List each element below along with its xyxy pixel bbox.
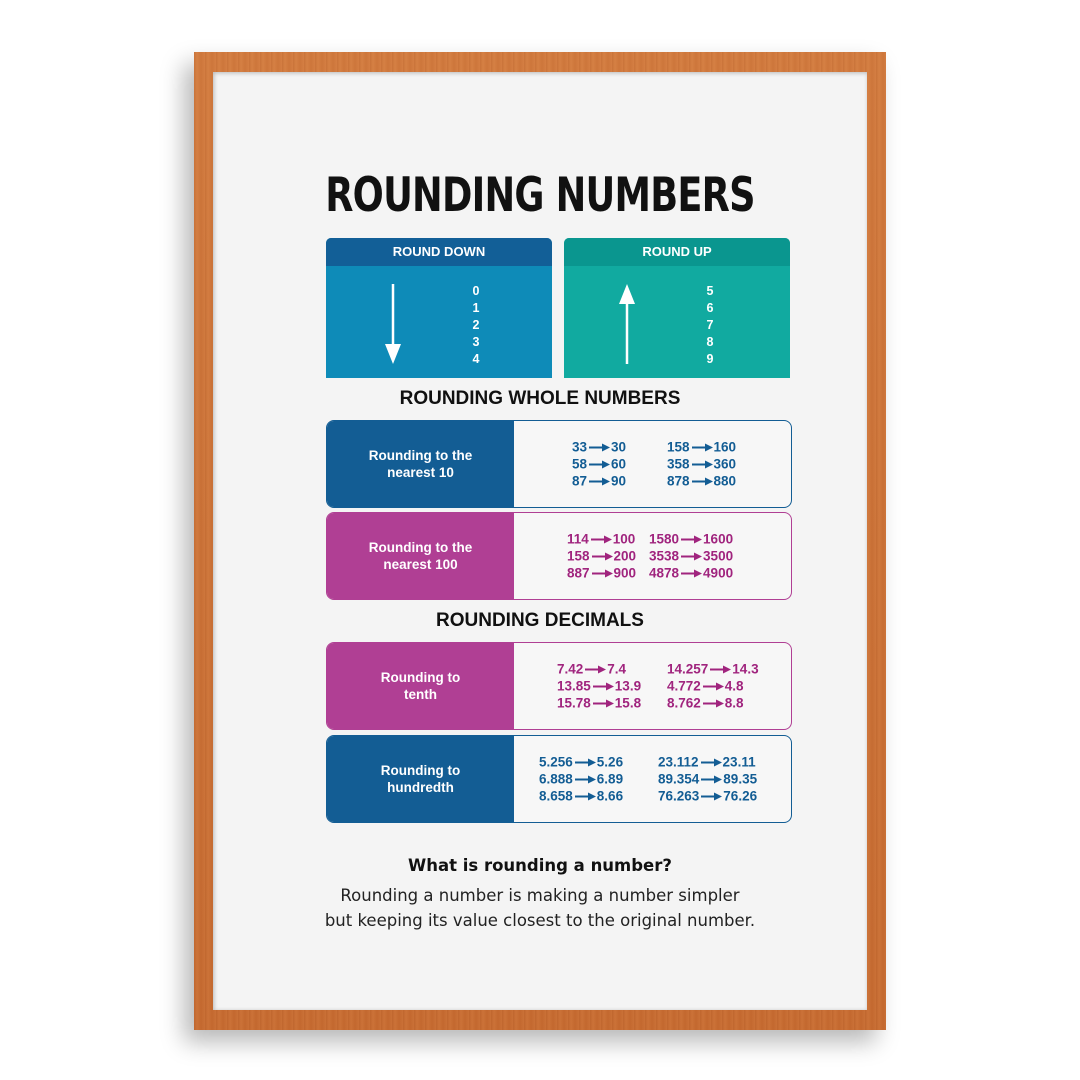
- example-row: [572, 439, 626, 456]
- round-down-label: ROUND DOWN: [326, 238, 552, 266]
- digit: 5: [706, 284, 714, 298]
- original-value: 8.762: [667, 695, 701, 711]
- rounded-value: 5.26: [596, 754, 624, 770]
- poster: [213, 72, 867, 1010]
- digit: 3: [472, 335, 480, 349]
- rounded-value: 1600: [703, 531, 734, 547]
- original-value: 5.256: [539, 754, 573, 770]
- up-arrow-icon: [619, 284, 635, 366]
- example-row: [667, 678, 759, 695]
- question-heading: What is rounding a number?: [408, 856, 672, 875]
- rounded-value: 23.11: [722, 754, 756, 770]
- rounded-value: 30: [611, 439, 627, 455]
- example-row: [567, 565, 636, 582]
- rounded-value: 7.4: [607, 661, 627, 677]
- card-hundredth: [326, 735, 792, 823]
- decimals-heading: ROUNDING DECIMALS: [436, 610, 644, 631]
- original-value: 14.257: [667, 661, 709, 677]
- digit: 7: [706, 318, 714, 332]
- original-value: 87: [572, 473, 588, 489]
- example-row: [567, 548, 636, 565]
- example-row: [658, 771, 757, 788]
- card-label: Rounding to the nearest 10: [327, 421, 514, 507]
- round-up-box: [564, 238, 790, 378]
- right-arrow-icon: [691, 477, 713, 485]
- original-value: 33: [572, 439, 588, 455]
- rounded-value: 89.35: [723, 771, 758, 787]
- card-label: Rounding to the nearest 100: [327, 513, 514, 599]
- rounded-value: 4900: [703, 565, 734, 581]
- original-value: 89.354: [658, 771, 700, 787]
- right-arrow-icon: [574, 775, 596, 783]
- right-arrow-icon: [680, 552, 702, 560]
- example-row: [667, 473, 736, 490]
- example-row: [572, 456, 626, 473]
- rounded-value: 60: [611, 456, 627, 472]
- right-arrow-icon: [592, 682, 614, 690]
- right-arrow-icon: [584, 665, 606, 673]
- right-arrow-icon: [590, 535, 612, 543]
- round-down-box: [326, 238, 552, 378]
- rounded-value: 200: [613, 548, 637, 564]
- original-value: 23.112: [658, 754, 699, 770]
- example-row: [539, 788, 623, 805]
- original-value: 158: [567, 548, 590, 564]
- right-arrow-icon: [591, 569, 613, 577]
- example-row: [667, 456, 736, 473]
- original-value: 7.42: [557, 661, 584, 677]
- original-value: 58: [572, 456, 588, 472]
- rounded-value: 13.9: [614, 678, 642, 694]
- rounded-value: 4.8: [724, 678, 744, 694]
- right-arrow-icon: [691, 460, 713, 468]
- card-tenth: [326, 642, 792, 730]
- example-row: [667, 661, 759, 678]
- right-arrow-icon: [680, 535, 702, 543]
- digit: 6: [706, 301, 714, 315]
- round-up-label: ROUND UP: [564, 238, 790, 266]
- rounded-value: 15.8: [614, 695, 642, 711]
- round-up-digits: [700, 283, 720, 368]
- whole-numbers-heading: ROUNDING WHOLE NUMBERS: [399, 388, 681, 409]
- right-arrow-icon: [700, 758, 722, 766]
- rounded-value: 6.89: [596, 771, 624, 787]
- right-arrow-icon: [700, 775, 722, 783]
- examples-left: [557, 661, 641, 712]
- right-arrow-icon: [700, 792, 722, 800]
- right-arrow-icon: [588, 477, 610, 485]
- original-value: 114: [567, 531, 589, 547]
- original-value: 878: [667, 473, 690, 489]
- original-value: 3538: [649, 548, 680, 564]
- rounded-value: 8.8: [724, 695, 744, 711]
- original-value: 358: [667, 456, 690, 472]
- original-value: 8.658: [539, 788, 573, 804]
- right-arrow-icon: [691, 443, 713, 451]
- rounded-value: 14.3: [732, 661, 759, 677]
- example-row: [557, 678, 641, 695]
- original-value: 158: [667, 439, 690, 455]
- example-row: [557, 661, 641, 678]
- original-value: 13.85: [557, 678, 591, 694]
- round-down-digits: [466, 283, 486, 368]
- down-arrow-icon: [385, 284, 401, 366]
- original-value: 15.78: [557, 695, 591, 711]
- rounded-value: 900: [613, 565, 637, 581]
- examples-right: [649, 531, 733, 582]
- answer-line-2: but keeping its value closest to the original number.: [324, 911, 756, 930]
- answer-line-1: Rounding a number is making a number simpler: [340, 886, 740, 905]
- right-arrow-icon: [709, 665, 731, 673]
- card-label: Rounding to hundredth: [327, 736, 514, 822]
- digit: 9: [706, 352, 714, 366]
- digit: 1: [472, 301, 480, 315]
- rounded-value: 3500: [703, 548, 734, 564]
- examples-left: [572, 439, 626, 490]
- example-row: [649, 565, 733, 582]
- original-value: 6.888: [539, 771, 573, 787]
- example-row: [567, 531, 636, 548]
- rounded-value: 8.66: [596, 788, 624, 804]
- right-arrow-icon: [702, 699, 724, 707]
- right-arrow-icon: [588, 443, 610, 451]
- example-row: [572, 473, 626, 490]
- digit: 4: [472, 352, 480, 366]
- rounded-value: 360: [713, 456, 737, 472]
- example-row: [667, 439, 736, 456]
- right-arrow-icon: [574, 758, 596, 766]
- rounded-value: 880: [713, 473, 737, 489]
- example-row: [658, 788, 757, 805]
- examples-left: [539, 754, 623, 805]
- original-value: 4878: [649, 565, 680, 581]
- example-row: [557, 695, 641, 712]
- digit: 2: [472, 318, 480, 332]
- original-value: 76.263: [658, 788, 700, 804]
- rounded-value: 160: [713, 439, 737, 455]
- rounded-value: 90: [611, 473, 627, 489]
- right-arrow-icon: [680, 569, 702, 577]
- right-arrow-icon: [702, 682, 724, 690]
- rounded-value: 100: [612, 531, 636, 547]
- original-value: 1580: [649, 531, 680, 547]
- example-row: [658, 754, 757, 771]
- card-nearest-10: [326, 420, 792, 508]
- right-arrow-icon: [591, 552, 613, 560]
- examples-right: [667, 439, 736, 490]
- example-row: [539, 771, 623, 788]
- original-value: 4.772: [667, 678, 701, 694]
- original-value: 887: [567, 565, 590, 581]
- example-row: [649, 548, 733, 565]
- wooden-frame: [194, 52, 886, 1030]
- poster-title: ROUNDING NUMBERS: [325, 168, 755, 223]
- right-arrow-icon: [592, 699, 614, 707]
- examples-left: [567, 531, 636, 582]
- digit: 0: [472, 284, 480, 298]
- right-arrow-icon: [574, 792, 596, 800]
- example-row: [649, 531, 733, 548]
- card-label: Rounding to tenth: [327, 643, 514, 729]
- examples-right: [667, 661, 759, 712]
- card-nearest-100: [326, 512, 792, 600]
- example-row: [667, 695, 759, 712]
- digit: 8: [706, 335, 714, 349]
- rounded-value: 76.26: [723, 788, 758, 804]
- example-row: [539, 754, 623, 771]
- right-arrow-icon: [588, 460, 610, 468]
- examples-right: [658, 754, 757, 805]
